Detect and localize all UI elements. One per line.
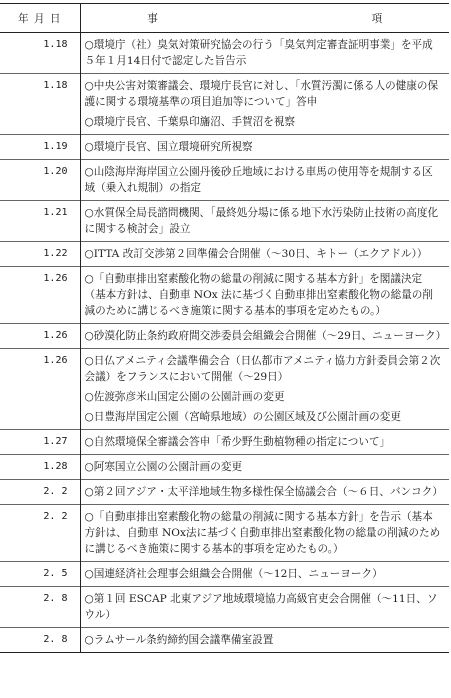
date-cell: 2. 5 bbox=[0, 562, 80, 587]
event-cell: ○「自動車排出窒素酸化物の総量の削減に関する基本方針」を閣議決定（基本方針は、自動車 NOx 法に基づく自動車排出窒素酸化物の総量の削減のために講じるべき施策に関する基本的事項を定めたもの。） bbox=[80, 267, 449, 324]
table-row bbox=[0, 480, 449, 505]
event-cell: ○国連経済社会理事会組織会合開催（～12日、ニューヨーク） bbox=[80, 562, 449, 587]
table-row bbox=[0, 409, 449, 430]
date-cell: 1.28 bbox=[0, 455, 80, 480]
event-cell: ○中央公害対策審議会、環境庁長官に対し、「水質汚濁に係る人の健康の保護に関する環境基準の項目追加等について」答申 bbox=[80, 74, 449, 115]
event-cell: ○ラムサール条約締約国会議準備室設置 bbox=[80, 628, 449, 653]
date-cell: 2. 8 bbox=[0, 587, 80, 628]
date-cell: 2. 8 bbox=[0, 628, 80, 653]
event-cell: ○日豊海岸国定公園（宮崎県地域）の公園区域及び公園計画の変更 bbox=[84, 411, 401, 423]
event-cell: ○環境庁長官、千葉県印旛沼、手賀沼を視察 bbox=[84, 116, 296, 128]
event-cell: ○第２回アジア・太平洋地域生物多様性保全協議会合（～６日、バンコク） bbox=[80, 480, 449, 505]
date-cell bbox=[0, 409, 80, 430]
date-cell: 1.22 bbox=[0, 242, 80, 267]
date-cell: 1.21 bbox=[0, 201, 80, 242]
table-header-row bbox=[0, 4, 449, 33]
event-cell: ○砂漠化防止条約政府間交渉委員会組織会合開催（～29日、ニューヨーク） bbox=[80, 324, 449, 349]
table-row bbox=[0, 349, 449, 390]
event-cell: ○自然環境保全審議会答申「希少野生動植物種の指定について」 bbox=[80, 430, 449, 455]
event-column-header: 事 項 bbox=[80, 4, 449, 33]
table-row bbox=[0, 135, 449, 160]
event-cell: ○ITTA 改訂交渉第２回準備会合開催（～30日、キトー（エクアドル）） bbox=[80, 242, 449, 267]
table-row bbox=[0, 324, 449, 349]
date-cell: 1.26 bbox=[0, 267, 80, 324]
date-cell: 1.20 bbox=[0, 160, 80, 201]
date-cell bbox=[0, 114, 80, 135]
event-cell: ○「自動車排出窒素酸化物の総量の削減に関する基本方針」を告示（基本方針は、自動車 NOx法に基づく自動車排出窒素酸化物の総量の削減のために講じるべき施策に関する基本的事項を定めたもの。） bbox=[80, 505, 449, 562]
event-cell: ○水質保全局長諮問機関、「最終処分場に係る地下水汚染防止技術の高度化に関する検討会」設立 bbox=[80, 201, 449, 242]
event-cell: ○環境庁長官、国立環境研究所視察 bbox=[80, 135, 449, 160]
table-row bbox=[0, 587, 449, 628]
date-cell: 1.18 bbox=[0, 33, 80, 74]
table-row bbox=[0, 33, 449, 74]
date-cell: 1.26 bbox=[0, 349, 80, 390]
chronology-table bbox=[0, 3, 449, 653]
table-row bbox=[0, 242, 449, 267]
table-row bbox=[0, 628, 449, 653]
table-row bbox=[0, 114, 449, 135]
event-cell: ○佐渡弥彦米山国定公園の公園計画の変更 bbox=[84, 391, 285, 403]
date-cell bbox=[0, 389, 80, 409]
date-cell: 1.27 bbox=[0, 430, 80, 455]
date-cell: 2. 2 bbox=[0, 505, 80, 562]
table-row bbox=[0, 430, 449, 455]
date-column-header: 年 月 日 bbox=[0, 4, 80, 33]
table-row bbox=[0, 160, 449, 201]
event-cell: ○阿寒国立公園の公園計画の変更 bbox=[80, 455, 449, 480]
table-row bbox=[0, 505, 449, 562]
table-row bbox=[0, 267, 449, 324]
event-cell: ○山陰海岸海岸国立公園丹後砂丘地域における車馬の使用等を規制する区域（乗入れ規制）の指定 bbox=[80, 160, 449, 201]
event-cell: ○環境庁（社）臭気対策研究協会の行う「臭気判定審査証明事業」を平成５年１月14日付で認定した旨告示 bbox=[80, 33, 449, 74]
event-cell: ○第１回 ESCAP 北東アジア地域環境協力高級官吏会合開催（～11日、ソウル） bbox=[80, 587, 449, 628]
table-row bbox=[0, 74, 449, 115]
event-cell: ○日仏アメニティ会議準備会合（日仏都市アメニティ協力方針委員会第２次会議）をフランスにおいて開催（～29日） bbox=[80, 349, 449, 390]
date-cell: 1.26 bbox=[0, 324, 80, 349]
date-cell: 2. 2 bbox=[0, 480, 80, 505]
table-row bbox=[0, 389, 449, 409]
date-cell: 1.18 bbox=[0, 74, 80, 115]
date-cell: 1.19 bbox=[0, 135, 80, 160]
table-row bbox=[0, 455, 449, 480]
table-row bbox=[0, 201, 449, 242]
table-body bbox=[0, 33, 449, 653]
table-row bbox=[0, 562, 449, 587]
